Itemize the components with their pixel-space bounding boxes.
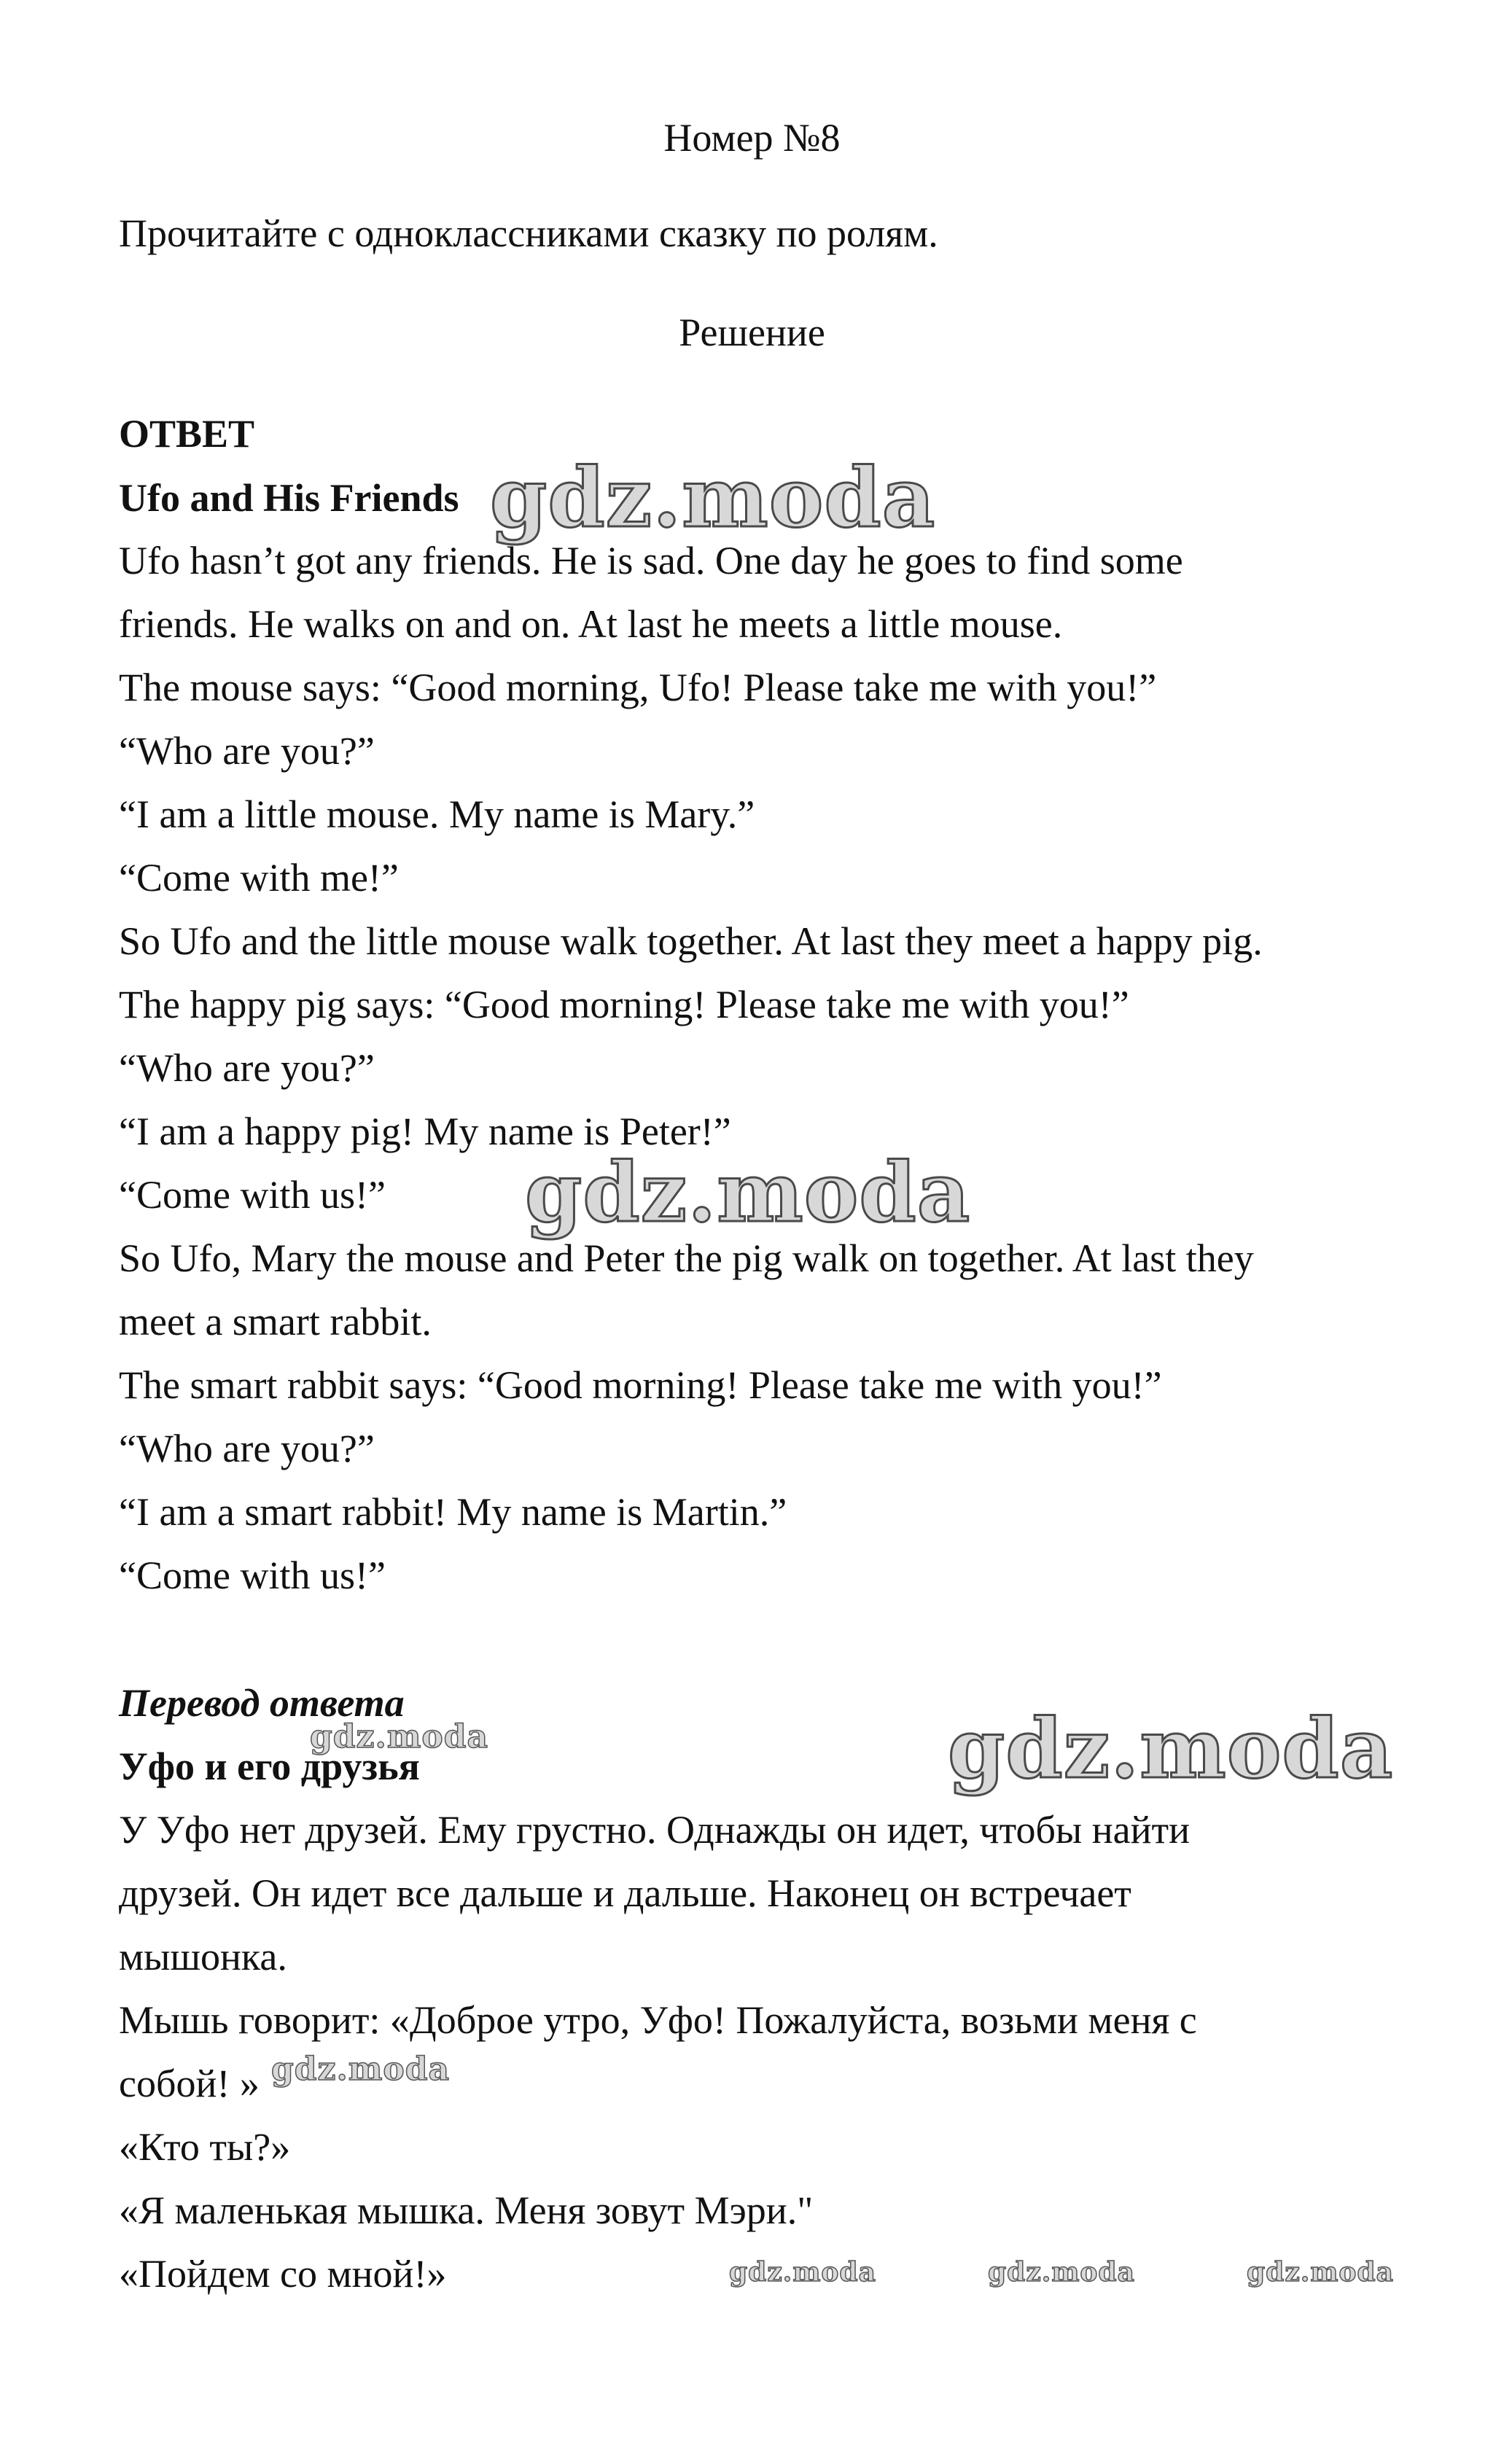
translation-line: У Уфо нет друзей. Ему грустно. Однажды он идет, чтобы найти — [119, 1808, 1190, 1852]
translation-label: Перевод ответа — [119, 1681, 405, 1725]
translation-line: «Я маленькая мышка. Меня зовут Мэри." — [119, 2188, 814, 2232]
solution-label: Решение — [679, 311, 825, 354]
story-title: Ufo and His Friends — [119, 476, 459, 520]
translation-line: «Кто ты?» — [119, 2125, 291, 2169]
answer-line: “I am a little mouse. My name is Mary.” — [119, 792, 755, 836]
answer-line: “Who are you?” — [119, 729, 375, 773]
answer-line: So Ufo, Mary the mouse and Peter the pig walk on together. At last they — [119, 1236, 1254, 1280]
task-text: Прочитайте с одноклассниками сказку по ролям. — [119, 211, 938, 255]
answer-label: ОТВЕТ — [119, 412, 255, 456]
answer-line: friends. He walks on and on. At last he meets a little mouse. — [119, 602, 1063, 646]
translation-line: «Пойдем со мной!» — [119, 2252, 447, 2296]
answer-line: “Who are you?” — [119, 1046, 375, 1090]
translation-line: собой! » — [119, 2062, 260, 2105]
translation-line: мышонка. — [119, 1935, 287, 1978]
translation-line: друзей. Он идет все дальше и дальше. Наконец он встречает — [119, 1871, 1131, 1915]
answer-line: “I am a smart rabbit! My name is Martin.” — [119, 1490, 787, 1534]
answer-line: “Come with us!” — [119, 1553, 386, 1597]
answer-line: “Come with us!” — [119, 1173, 386, 1217]
answer-line: “I am a happy pig! My name is Peter!” — [119, 1110, 731, 1153]
answer-line: So Ufo and the little mouse walk together. At last they meet a happy pig. — [119, 919, 1263, 963]
answer-line: meet a smart rabbit. — [119, 1300, 432, 1344]
watermark: gdz.moda — [310, 1718, 489, 1755]
page-title: Номер №8 — [663, 116, 841, 160]
watermark: gdz.moda — [271, 2051, 451, 2088]
answer-line: The mouse says: “Good morning, Ufo! Please take me with you!” — [119, 666, 1157, 709]
watermark: gdz.moda — [948, 1701, 1394, 1797]
watermark: gdz.moda — [525, 1145, 971, 1241]
answer-line: The happy pig says: “Good morning! Please take me with you!” — [119, 983, 1129, 1026]
translation-title: Уфо и его друзья — [119, 1744, 420, 1788]
answer-line: Ufo hasn’t got any friends. He is sad. One day he goes to find some — [119, 539, 1183, 582]
answer-line: The smart rabbit says: “Good morning! Please take me with you!” — [119, 1363, 1162, 1407]
watermark: gdz.moda — [490, 451, 936, 546]
watermark: gdz.moda — [1247, 2257, 1394, 2288]
answer-line: “Come with me!” — [119, 856, 399, 900]
watermark: gdz.moda — [988, 2257, 1135, 2288]
answer-line: “Who are you?” — [119, 1427, 375, 1470]
watermark: gdz.moda — [729, 2257, 876, 2288]
translation-line: Мышь говорит: «Доброе утро, Уфо! Пожалуйста, возьми меня с — [119, 1998, 1197, 2042]
